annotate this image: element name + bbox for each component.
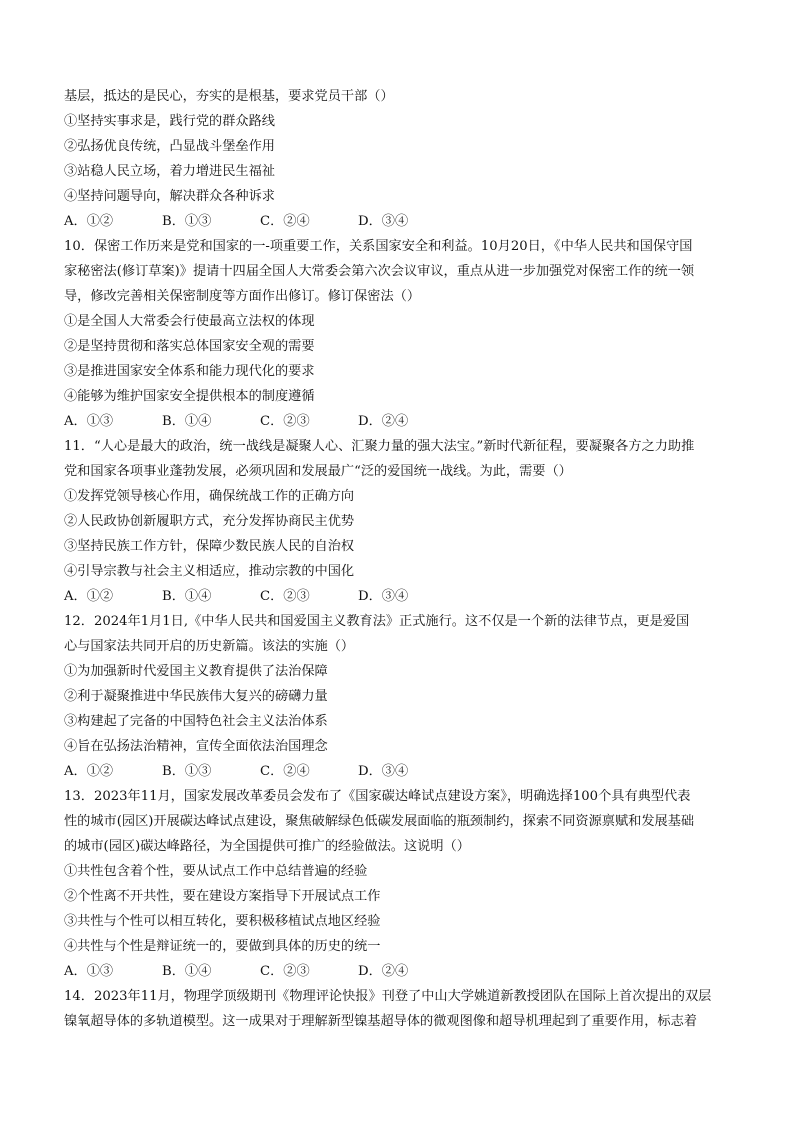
- answer-choices: [64, 759, 740, 784]
- choice-c: C．②③: [260, 964, 310, 979]
- option-line: ③站稳人民立场，着力增进民生福祉: [64, 164, 275, 179]
- option-line: ④坚持问题导向，解决群众各种诉求: [64, 189, 275, 204]
- choice-c: C．②④: [260, 764, 310, 779]
- question-stem-line: 10．保密工作历来是党和国家的一-项重要工作，关系国家安全和利益。10月20日，《中华人民共和国保守国: [64, 239, 693, 254]
- choice-a: A．①③: [64, 964, 114, 979]
- choice-a: A．①③: [64, 414, 114, 429]
- question-13: [64, 784, 740, 984]
- question-stem-line: 性的城市(园区)开展碳达峰试点建设，聚焦破解绿色低碳发展面临的瓶颈制约，探索不同资源禀赋和发展基础: [64, 814, 695, 829]
- question-stem-line: 的城市(园区)碳达峰路径，为全国提供可推广的经验做法。这说明（）: [64, 839, 470, 854]
- question-10: [64, 234, 740, 434]
- option-line: ④共性与个性是辩证统一的，要做到具体的历史的统一: [64, 939, 381, 954]
- choice-d: D．③④: [358, 589, 409, 604]
- question-stem-line: 13．2023年11月，国家发展改革委员会发布了《国家碳达峰试点建设方案》，明确选择100个具有典型代表: [64, 789, 691, 804]
- choice-b: B．①③: [162, 214, 212, 229]
- question-stem-line: 导，修改完善相关保密制度等方面作出修订。修订保密法（）: [64, 289, 421, 304]
- choice-b: B．①④: [162, 414, 212, 429]
- choice-b: B．①④: [162, 589, 212, 604]
- choice-d: D．②④: [358, 414, 409, 429]
- question-11: [64, 434, 740, 609]
- question-9: [64, 84, 740, 234]
- question-stem-line: 14．2023年11月，物理学顶级期刊《物理评论快报》刊登了中山大学姚道新教授团队在国际上首次提出的双层: [64, 989, 712, 1004]
- choice-a: A．①②: [64, 764, 114, 779]
- option-line: ③构建起了完备的中国特色社会主义法治体系: [64, 714, 328, 729]
- option-line: ①坚持实事求是，践行党的群众路线: [64, 114, 275, 129]
- option-line: ①是全国人大常委会行使最高立法权的体现: [64, 314, 315, 329]
- question-stem-line: 镍氧超导体的多轨道模型。这一成果对于理解新型镍基超导体的微观图像和超导机理起到了重要作用，标志着: [64, 1014, 697, 1029]
- question-stem-line: 心与国家法共同开启的历史新篇。该法的实施（）: [64, 639, 355, 654]
- answer-choices: [64, 584, 740, 609]
- choice-d: D．②④: [358, 964, 409, 979]
- option-line: ③是推进国家安全体系和能力现代化的要求: [64, 364, 315, 379]
- option-line: ①为加强新时代爱国主义教育提供了法治保障: [64, 664, 328, 679]
- option-line: ②个性离不开共性，要在建设方案指导下开展试点工作: [64, 889, 381, 904]
- choice-b: B．①③: [162, 764, 212, 779]
- choice-b: B．①④: [162, 964, 212, 979]
- option-line: ②是坚持贯彻和落实总体国家安全观的需要: [64, 339, 315, 354]
- question-14: [64, 984, 740, 1034]
- answer-choices: [64, 209, 740, 234]
- option-line: ②弘扬优良传统，凸显战斗堡垒作用: [64, 139, 275, 154]
- choice-c: C．②④: [260, 214, 310, 229]
- option-line: ①共性包含着个性，要从试点工作中总结普遍的经验: [64, 864, 368, 879]
- question-stem-line: 11．“人心是最大的政治，统一战线是凝聚人心、汇聚力量的强大法宝。”新时代新征程，要凝聚各方之力助推: [64, 439, 695, 454]
- option-line: ②利于凝聚推进中华民族伟大复兴的磅礴力量: [64, 689, 328, 704]
- answer-choices: [64, 959, 740, 984]
- option-line: ④旨在弘扬法治精神，宣传全面依法治国理念: [64, 739, 328, 754]
- option-line: ③共性与个性可以相互转化，要积极移植试点地区经验: [64, 914, 381, 929]
- choice-c: C．②③: [260, 589, 310, 604]
- option-line: ④能够为维护国家安全提供根本的制度遵循: [64, 389, 315, 404]
- option-line: ①发挥党领导核心作用，确保统战工作的正确方向: [64, 489, 355, 504]
- option-line: ③坚持民族工作方针，保障少数民族人民的自治权: [64, 539, 355, 554]
- question-stem-line: 家秘密法(修订草案)》提请十四届全国人大常委会第六次会议审议，重点从进一步加强党对保密工作的统一领: [64, 264, 695, 279]
- question-stem-line: 党和国家各项事业蓬勃发展，必须巩固和发展最广“泛的爱国统一战线。为此，需要（）: [64, 464, 572, 479]
- question-stem-line: 12．2024年1月1日,《中华人民共和国爱国主义教育法》正式施行。这不仅是一个新的法律节点，更是爱国: [64, 614, 690, 629]
- choice-a: A．①②: [64, 589, 114, 604]
- exam-page: [64, 84, 740, 1034]
- option-line: ④引导宗教与社会主义相适应，推动宗教的中国化: [64, 564, 355, 579]
- option-line: ②人民政协创新履职方式，充分发挥协商民主优势: [64, 514, 355, 529]
- choice-d: D．③④: [358, 214, 409, 229]
- question-stem-line: 基层，抵达的是民心，夯实的是根基，要求党员干部（）: [64, 89, 394, 104]
- answer-choices: [64, 409, 740, 434]
- choice-d: D．③④: [358, 764, 409, 779]
- question-12: [64, 609, 740, 784]
- choice-c: C．②③: [260, 414, 310, 429]
- choice-a: A．①②: [64, 214, 114, 229]
